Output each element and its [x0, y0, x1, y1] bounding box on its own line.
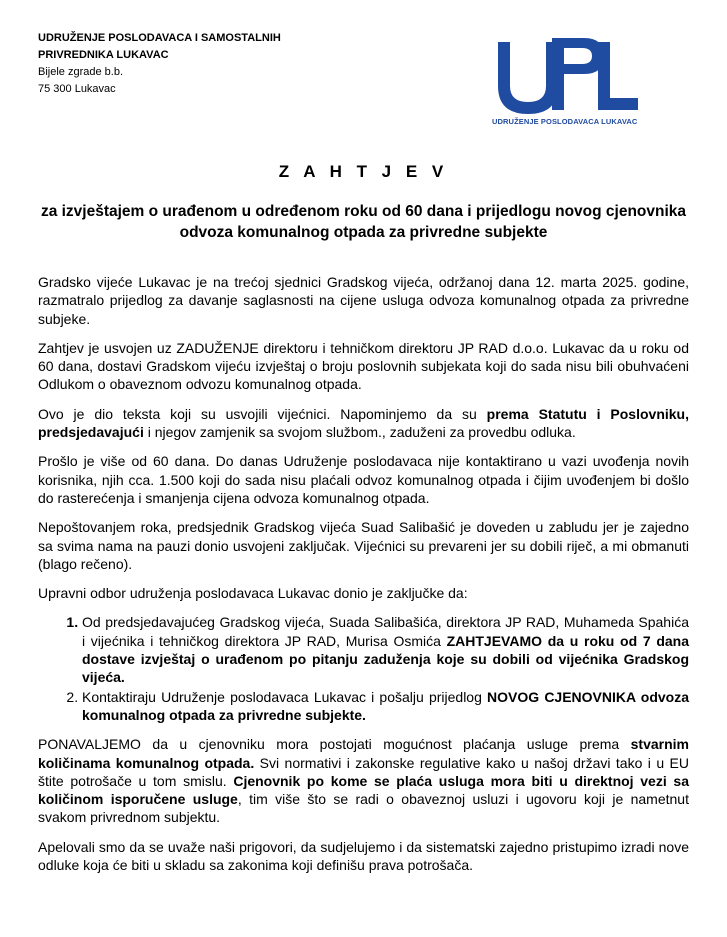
upl-logo — [492, 38, 640, 128]
paragraph-7-text-e: , tim više što se radi o obaveznoj usluzi i ugovoru koji je nametnut svakom privrednom subjektu. — [38, 791, 689, 826]
sender-block — [38, 30, 281, 98]
list-item — [82, 688, 689, 725]
paragraph-6: Upravni odbor udruženja poslodavaca Lukavac donio je zaključke da: — [38, 585, 468, 602]
conclusions-list — [38, 613, 689, 724]
paragraph-2: Zahtjev je usvojen uz ZADUŽENJE direktoru i tehničkom direktoru JP RAD d.o.o. Lukavac da u roku od 60 dana, dostavi Gradskom vijeću izvještaj o broju poslovnih subjekata koji do sada nisu bili obuhvaćeni Odlukom o obaveznom odvozu komunalnog otpada. — [38, 339, 689, 393]
logo-caption: UDRUŽENJE POSLODAVACA LUKAVAC — [492, 117, 638, 126]
list-item — [82, 613, 689, 686]
paragraph-5: Nepoštovanjem roka, predsjednik Gradskog vijeća Suad Salibašić je doveden u zabludu jer je zajedno sa svima nama na pauzi donio usvojeni zaključak. Vijećnici su prevareni jer su dobili riječ, a mi obmanuti (blago rečeno). — [38, 519, 689, 572]
list-item-2-bold: NOVOG CJENOVNIKA odvoza komunalnog otpada za privredne subjekte. — [82, 688, 689, 723]
paragraph-3-text-c: i njegov zamjenik sa svojom službom., zaduženi za provedbu odluka. — [143, 424, 576, 441]
sender-org-line1: UDRUŽENJE POSLODAVACA I SAMOSTALNIH — [38, 32, 281, 44]
list-item-1-bold: ZAHTJEVAMO da u roku od 7 dana dostave izvještaj o urađenom po pitanju zaduženja koje su dobili od vijećnika Gradskog vijeća. — [82, 632, 689, 686]
paragraph-3 — [38, 405, 689, 442]
document-title: Z A H T J E V — [278, 162, 449, 181]
sender-address: Bijele zgrade b.b. — [38, 66, 123, 78]
paragraph-7 — [38, 735, 689, 826]
paragraph-4: Prošlo je više od 60 dana. Do danas Udruženje poslodavaca nije kontaktirano u vazi uvođenja novih korisnika, njih cca. 1.500 koji do sada nisu plaćali odvoz komunalnog otpada i čijim uvođenjem bi došlo do rasterećenja i smanjenja cijena odvoza komunalnog otpada. — [38, 453, 689, 506]
document-subtitle: za izvještajem o urađenom u određenom roku od 60 dana i prijedlogu novog cjenovnika odvoza komunalnog otpada za privredne subjekte — [40, 203, 687, 241]
document-body — [38, 273, 689, 885]
paragraph-7-bold-b: stvarnim količinama komunalnog otpada. — [38, 736, 689, 771]
sender-city: 75 300 Lukavac — [38, 83, 116, 95]
paragraph-7-text-a: PONAVALJEMO da u cjenovniku mora postojati mogućnost plaćanja usluge prema — [38, 736, 631, 753]
list-item-2-text: Kontaktiraju Udruženje poslodavaca Lukavac i pošalju prijedlog — [82, 688, 488, 705]
sender-org-line2: PRIVREDNIKA LUKAVAC — [38, 49, 169, 61]
paragraph-8: Apelovali smo da se uvaže naši prigovori, da sudjelujemo i da sistematski zajedno pristupimo izradi nove odluke koja će biti u skladu sa zakonima koji definišu prava potrošača. — [38, 838, 689, 874]
paragraph-7-text-c: Svi normativi i zakonske regulative kako u našoj državi tako i u EU štite potrošače u tom smislu. — [38, 754, 689, 789]
list-item-1-text: Od predsjedavajućeg Gradskog vijeća, Suada Salibašića, direktora JP RAD, Muhameda Spahića i vijećnika i tehničkog direktora JP RAD, Murisa Osmića — [82, 614, 689, 649]
paragraph-3-text-a: Ovo je dio teksta koji su usvojili vijećnici. Napominjemo da su — [38, 405, 487, 422]
paragraph-3-bold: prema Statutu i Poslovniku, predsjedavajući — [38, 405, 689, 441]
paragraph-1: Gradsko vijeće Lukavac je na trećoj sjednici Gradskog vijeća, održanoj dana 12. marta 2025. godine, razmatralo prijedlog za davanje saglasnosti na cijene usluga odvoza komunalnog otpada za privredne subjeke. — [38, 274, 689, 327]
paragraph-7-bold-d: Cjenovnik po kome se plaća usluga mora biti u direktnoj vezi sa količinom isporučene usluge — [38, 772, 689, 808]
